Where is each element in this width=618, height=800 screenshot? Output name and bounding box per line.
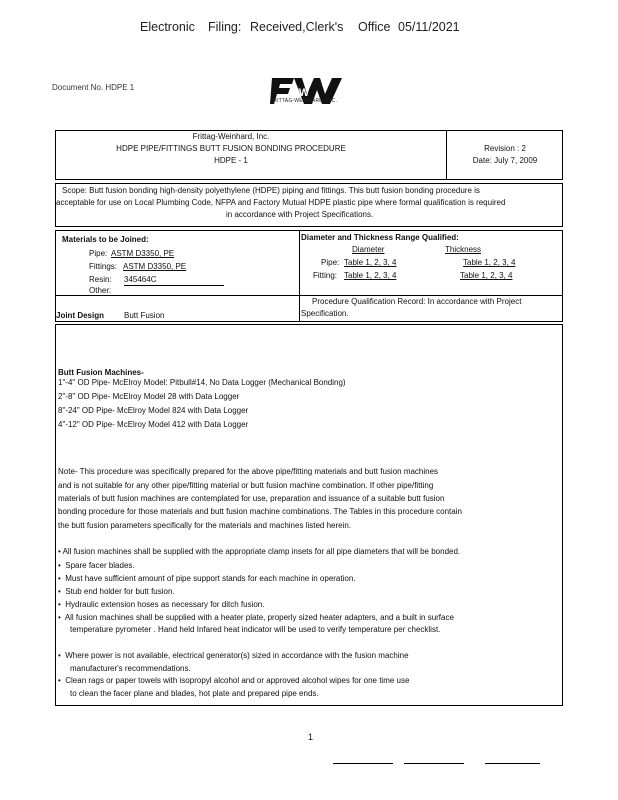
bullet-text: Stub end holder for butt fusion. <box>65 587 175 596</box>
header-received: Received,Clerk's <box>250 20 344 34</box>
diameter-pipe-label: Pipe: <box>321 258 340 267</box>
note-line: and is not suitable for any other pipe/fitting material or butt fusion machine combination. If other pipe/fitting <box>58 481 434 490</box>
machines-heading: Butt Fusion Machines- <box>58 368 144 377</box>
scope-line-3: in accordance with Project Specifications. <box>226 210 374 219</box>
machine-item: 1"-4" OD Pipe- McElroy Model: Pitbull#14, No Data Logger (Mechanical Bonding) <box>58 378 346 387</box>
diameter-fitting-diameter: Table 1, 2, 3, 4 <box>344 271 397 280</box>
bullet-item: • Where power is not available, electrical generator(s) sized in accordance with the fusion machine <box>58 651 409 660</box>
bullet-text: Clean rags or paper towels with isopropyl alcohol and or approved alcohol wipes for one time use <box>65 676 410 685</box>
bullet-text: Must have sufficient amount of pipe support stands for each machine in operation. <box>65 574 356 583</box>
procedure-title: HDPE PIPE/FITTINGS BUTT FUSION BONDING PROCEDURE <box>116 144 346 153</box>
bullet-item: • Must have sufficient amount of pipe support stands for each machine in operation. <box>58 574 356 583</box>
bullet-item: • Stub end holder for butt fusion. <box>58 587 175 596</box>
materials-other-label: Other: <box>89 286 112 295</box>
footer-rule <box>485 763 540 764</box>
note-line: the butt fusion parameters specifically for the materials and machines listed herein. <box>58 521 352 530</box>
title-divider <box>446 131 447 179</box>
header-date: 05/11/2021 <box>398 20 460 34</box>
company-name: Frittag-Weinhard, Inc. <box>192 132 270 141</box>
bullet-item: • All fusion machines shall be supplied with the appropriate clamp insets for all pipe diameters that will be bonded. <box>58 547 461 556</box>
note-line: materials of butt fusion machines are contemplated for use, preparation and issuance of a suitable butt fusion <box>58 494 445 503</box>
bullet-text: Spare facer blades. <box>65 561 135 570</box>
scope-line-1: Scope: Butt fusion bonding high-density polyethylene (HDPE) piping and fittings. This butt fusion bonding procedure is <box>62 186 480 195</box>
header-filing: Filing: <box>208 20 242 34</box>
diameter-heading: Diameter and Thickness Range Qualified: <box>301 233 459 242</box>
diameter-pipe-thickness: Table 1, 2, 3, 4 <box>463 258 516 267</box>
page-number: 1 <box>308 732 314 742</box>
header-electronic: Electronic <box>140 20 195 34</box>
bullet-item: • Spare facer blades. <box>58 561 135 570</box>
materials-resin-label: Resin: <box>89 275 112 284</box>
diameter-col-diameter: Diameter <box>352 245 385 254</box>
bullet-item: • Hydraulic extension hoses as necessary for ditch fusion. <box>58 600 265 609</box>
materials-fittings-value: ASTM D3350, PE <box>123 262 187 271</box>
header-office: Office <box>358 20 391 34</box>
revision: Revision : 2 <box>484 144 526 153</box>
pqr-line-1: Procedure Qualification Record: In accordance with Project <box>312 297 522 306</box>
logo-caption: FRITTAG-WEINHARD, INC. <box>270 98 338 104</box>
scope-line-2: acceptable for use on Local Plumbing Code, NFPA and Factory Mutual HDPE plastic pipe where formal qualification is required <box>56 198 506 207</box>
bullet-text: All fusion machines shall be supplied with a heater plate, properly sized heater adapters, and a built in surface <box>64 613 454 622</box>
diameter-fitting-thickness: Table 1, 2, 3, 4 <box>460 271 513 280</box>
note-line: Note- This procedure was specifically prepared for the above pipe/fitting materials and butt fusion machines <box>58 467 439 476</box>
revision-date: Date: July 7, 2009 <box>472 156 538 165</box>
diameter-fitting-label: Fitting: <box>313 271 338 280</box>
bullet-continuation: to clean the facer plane and blades, hot plate and prepared pipe ends. <box>70 689 319 698</box>
title-block <box>55 130 563 180</box>
bullet-continuation: temperature pyrometer . Hand held Infared heat indicator will be used to verify temperature per checklist. <box>70 625 441 634</box>
logo-mark: FW <box>292 87 310 99</box>
document-number: Document No. HDPE 1 <box>52 83 135 92</box>
pqr-line-2: Specification. <box>301 309 349 318</box>
diameter-pipe-diameter: Table 1, 2, 3, 4 <box>344 258 397 267</box>
footer-rule <box>404 763 464 764</box>
diameter-col-thickness: Thickness <box>445 245 482 254</box>
bullet-continuation: manufacturer's recommendations. <box>70 664 191 673</box>
machine-item: 4"-12" OD Pipe- McElroy Model 412 with Data Logger <box>58 420 249 429</box>
machine-item: 2"-8" OD Pipe- McElroy Model 28 with Data Logger <box>58 392 240 401</box>
note-line: bonding procedure for those materials and butt fusion machine combinations. The Tables in this procedure contain <box>58 507 462 516</box>
materials-heading: Materials to be Joined: <box>62 235 149 244</box>
materials-fittings-label: Fittings: <box>89 262 118 271</box>
joint-design-value: Butt Fusion <box>124 311 165 320</box>
procedure-code: HDPE - 1 <box>214 156 248 165</box>
machine-item: 8"-24" OD Pipe- McElroy Model 824 with Data Logger <box>58 406 249 415</box>
materials-resin-value: 345464C <box>124 275 224 286</box>
joint-design-label: Joint Design <box>56 311 105 320</box>
materials-pipe-value: ASTM D3350, PE <box>111 249 175 258</box>
bullet-text: Where power is not available, electrical generator(s) sized in accordance with the fusion machine <box>65 651 409 660</box>
materials-block <box>55 230 563 322</box>
bullet-item: • Clean rags or paper towels with isopropyl alcohol and or approved alcohol wipes for one time use <box>58 676 410 685</box>
bullet-item: • All fusion machines shall be supplied with a heater plate, properly sized heater adapters, and a built in surface <box>58 613 454 622</box>
materials-divider <box>299 231 300 321</box>
materials-pipe-label: Pipe: <box>89 249 108 258</box>
footer-rule <box>333 763 393 764</box>
bullet-text: Hydraulic extension hoses as necessary for ditch fusion. <box>65 600 265 609</box>
scope-block <box>55 183 563 227</box>
pqr-divider <box>299 295 563 296</box>
bullet-text: All fusion machines shall be supplied with the appropriate clamp insets for all pipe diameters that will be bonded. <box>62 547 461 556</box>
